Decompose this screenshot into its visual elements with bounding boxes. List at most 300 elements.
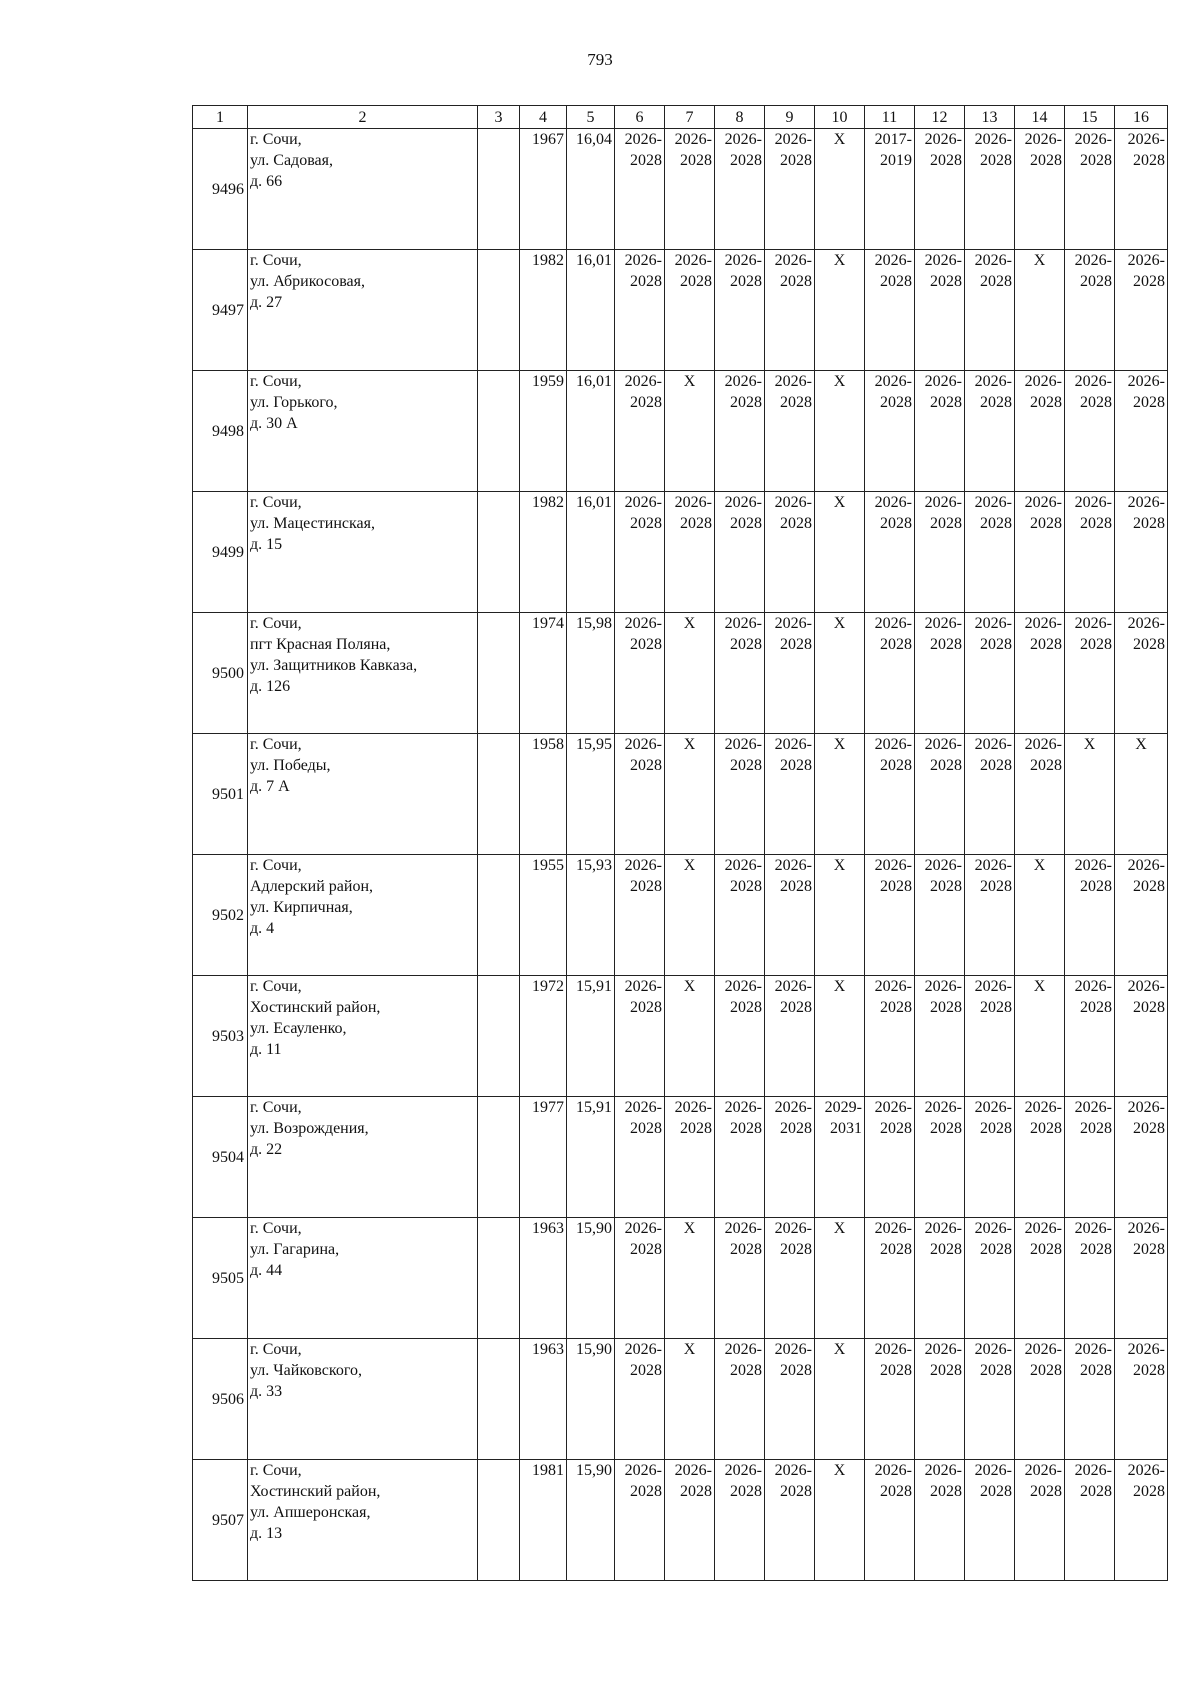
period-start: 2026- [1024, 494, 1062, 511]
period-start: 2026- [1024, 1341, 1062, 1358]
column-3-cell [478, 129, 520, 250]
value-cell: 15,95 [567, 734, 615, 855]
period-cell-col-16 [1115, 371, 1168, 492]
column-3-cell [478, 1097, 520, 1218]
table-row [193, 976, 1168, 1097]
period-start: 2026- [1024, 373, 1062, 390]
period-end: 2028 [1080, 394, 1112, 411]
period-start: 2026- [724, 494, 762, 511]
period-cell-col-7 [665, 613, 715, 734]
value-cell: 16,01 [567, 371, 615, 492]
period-start: 2026- [974, 736, 1012, 753]
period-start: 2026- [1024, 131, 1062, 148]
table-row [193, 1339, 1168, 1460]
period-cell-col-11 [865, 492, 915, 613]
period-cell-col-9 [765, 250, 815, 371]
period-cell-col-6 [615, 855, 665, 976]
period-start: 2026- [1074, 857, 1112, 874]
value-cell: 15,90 [567, 1218, 615, 1339]
value-cell: 15,90 [567, 1339, 615, 1460]
period-cell-col-8 [715, 734, 765, 855]
period-cell-col-16 [1115, 250, 1168, 371]
period-start: 2026- [624, 131, 662, 148]
period-cell-col-12 [915, 250, 965, 371]
period-start: 2026- [924, 1220, 962, 1237]
period-cell-col-15 [1065, 371, 1115, 492]
period-end: 2028 [630, 515, 662, 532]
period-cell-col-10 [815, 976, 865, 1097]
column-3-cell [478, 492, 520, 613]
address-line: д. 27 [250, 294, 283, 311]
x-mark: X [683, 978, 696, 995]
period-end: 2028 [730, 636, 762, 653]
period-start: 2026- [724, 736, 762, 753]
period-cell-col-9 [765, 976, 815, 1097]
period-start: 2026- [1127, 252, 1165, 269]
period-end: 2028 [730, 1241, 762, 1258]
period-start: 2026- [874, 252, 912, 269]
year-cell: 1959 [520, 371, 567, 492]
period-cell-col-12 [915, 1097, 965, 1218]
period-cell-col-16 [1115, 1339, 1168, 1460]
period-cell-col-8 [715, 855, 765, 976]
period-end: 2028 [880, 515, 912, 532]
period-start: 2026- [874, 1099, 912, 1116]
period-start: 2026- [974, 131, 1012, 148]
row-number: 9498 [193, 371, 248, 492]
year-cell: 1981 [520, 1460, 567, 1581]
column-3-cell [478, 250, 520, 371]
address-line: д. 13 [250, 1525, 283, 1542]
x-mark: X [833, 373, 846, 390]
address-cell [248, 613, 478, 734]
period-cell-col-15 [1065, 613, 1115, 734]
period-end: 2028 [1133, 636, 1165, 653]
period-end: 2028 [1133, 878, 1165, 895]
period-end: 2028 [630, 394, 662, 411]
period-cell-col-16 [1115, 129, 1168, 250]
period-start: 2026- [624, 1220, 662, 1237]
address-line: ул. Горького, [250, 394, 338, 411]
address-line: д. 11 [250, 1041, 282, 1058]
period-end: 2028 [930, 515, 962, 532]
period-end: 2028 [780, 394, 812, 411]
period-cell-col-9 [765, 613, 815, 734]
period-end: 2028 [1080, 515, 1112, 532]
x-mark: X [1033, 857, 1046, 874]
period-start: 2026- [974, 1099, 1012, 1116]
period-end: 2028 [1030, 394, 1062, 411]
period-cell-col-8 [715, 129, 765, 250]
period-end: 2028 [980, 999, 1012, 1016]
page-number: 793 [587, 50, 613, 69]
period-start: 2026- [624, 615, 662, 632]
column-header-15: 15 [1065, 106, 1115, 129]
period-end: 2028 [1030, 1120, 1062, 1137]
x-mark: X [683, 615, 696, 632]
column-header-6: 6 [615, 106, 665, 129]
period-start: 2026- [774, 373, 812, 390]
column-header-13: 13 [965, 106, 1015, 129]
period-start: 2026- [1074, 131, 1112, 148]
column-3-cell [478, 371, 520, 492]
x-mark: X [833, 1462, 846, 1479]
period-start: 2026- [724, 131, 762, 148]
period-start: 2029- [824, 1099, 862, 1116]
x-mark: X [683, 1341, 696, 1358]
period-end: 2028 [980, 394, 1012, 411]
column-header-4: 4 [520, 106, 567, 129]
address-line: г. Сочи, [250, 615, 302, 632]
period-start: 2026- [1074, 252, 1112, 269]
period-cell-col-14 [1015, 1097, 1065, 1218]
x-mark: X [683, 373, 696, 390]
year-cell: 1972 [520, 976, 567, 1097]
period-end: 2028 [1133, 999, 1165, 1016]
period-start: 2026- [1127, 494, 1165, 511]
period-end: 2028 [1080, 999, 1112, 1016]
period-start: 2026- [624, 252, 662, 269]
column-header-5: 5 [567, 106, 615, 129]
period-start: 2026- [1074, 494, 1112, 511]
period-cell-col-7 [665, 250, 715, 371]
period-cell-col-9 [765, 855, 815, 976]
period-cell-col-13 [965, 1339, 1015, 1460]
period-cell-col-9 [765, 1339, 815, 1460]
period-start: 2026- [974, 857, 1012, 874]
period-end: 2028 [680, 515, 712, 532]
address-line: г. Сочи, [250, 1341, 302, 1358]
period-end: 2028 [780, 878, 812, 895]
period-end: 2028 [730, 394, 762, 411]
period-start: 2026- [924, 373, 962, 390]
address-line: г. Сочи, [250, 373, 302, 390]
period-end: 2028 [680, 273, 712, 290]
column-header-1: 1 [193, 106, 248, 129]
value-cell: 15,91 [567, 1097, 615, 1218]
period-start: 2026- [724, 373, 762, 390]
period-cell-col-14 [1015, 492, 1065, 613]
period-cell-col-11 [865, 250, 915, 371]
address-line: д. 15 [250, 536, 283, 553]
period-start: 2026- [974, 373, 1012, 390]
address-cell [248, 1339, 478, 1460]
table-row [193, 1097, 1168, 1218]
period-start: 2026- [974, 494, 1012, 511]
address-line: ул. Возрождения, [250, 1120, 369, 1137]
table-row [193, 371, 1168, 492]
period-start: 2026- [874, 615, 912, 632]
period-cell-col-6 [615, 250, 665, 371]
period-end: 2028 [730, 152, 762, 169]
period-start: 2026- [974, 1462, 1012, 1479]
value-cell: 15,90 [567, 1460, 615, 1581]
year-cell: 1958 [520, 734, 567, 855]
period-cell-col-9 [765, 492, 815, 613]
address-line: ул. Садовая, [250, 152, 333, 169]
x-mark: X [833, 494, 846, 511]
period-start: 2026- [674, 252, 712, 269]
row-number: 9506 [193, 1339, 248, 1460]
period-end: 2028 [730, 1362, 762, 1379]
address-line: д. 66 [250, 173, 283, 190]
period-start: 2026- [724, 252, 762, 269]
table-row [193, 129, 1168, 250]
period-cell-col-10 [815, 371, 865, 492]
period-cell-col-7 [665, 129, 715, 250]
period-start: 2026- [1127, 857, 1165, 874]
period-cell-col-15 [1065, 250, 1115, 371]
value-cell: 15,98 [567, 613, 615, 734]
period-start: 2026- [1127, 978, 1165, 995]
period-cell-col-6 [615, 976, 665, 1097]
period-end: 2028 [780, 1241, 812, 1258]
period-cell-col-6 [615, 1097, 665, 1218]
period-cell-col-16 [1115, 734, 1168, 855]
period-cell-col-13 [965, 1218, 1015, 1339]
period-cell-col-15 [1065, 1339, 1115, 1460]
period-cell-col-11 [865, 1339, 915, 1460]
period-end: 2028 [980, 1483, 1012, 1500]
address-line: г. Сочи, [250, 1462, 302, 1479]
address-cell [248, 1097, 478, 1218]
period-cell-col-8 [715, 976, 765, 1097]
period-cell-col-14 [1015, 1460, 1065, 1581]
x-mark: X [833, 978, 846, 995]
period-start: 2026- [774, 736, 812, 753]
period-cell-col-6 [615, 129, 665, 250]
period-cell-col-6 [615, 492, 665, 613]
period-end: 2028 [630, 1483, 662, 1500]
period-start: 2026- [1074, 978, 1112, 995]
period-cell-col-16 [1115, 1460, 1168, 1581]
period-cell-col-13 [965, 613, 1015, 734]
period-start: 2026- [974, 978, 1012, 995]
row-number: 9507 [193, 1460, 248, 1581]
period-cell-col-13 [965, 855, 1015, 976]
period-start: 2026- [1024, 615, 1062, 632]
year-cell: 1967 [520, 129, 567, 250]
address-cell [248, 371, 478, 492]
period-end: 2028 [730, 1483, 762, 1500]
period-start: 2026- [924, 1341, 962, 1358]
period-cell-col-14 [1015, 613, 1065, 734]
period-end: 2028 [730, 273, 762, 290]
x-mark: X [833, 1220, 846, 1237]
period-start: 2026- [774, 494, 812, 511]
period-end: 2019 [880, 152, 912, 169]
table-row [193, 613, 1168, 734]
period-end: 2028 [1133, 394, 1165, 411]
period-end: 2028 [880, 273, 912, 290]
period-start: 2026- [1127, 1099, 1165, 1116]
period-start: 2026- [774, 1341, 812, 1358]
period-end: 2028 [1080, 636, 1112, 653]
period-end: 2028 [880, 1120, 912, 1137]
period-start: 2026- [924, 494, 962, 511]
period-start: 2026- [624, 978, 662, 995]
period-end: 2028 [880, 878, 912, 895]
table-row [193, 250, 1168, 371]
period-start: 2026- [724, 1099, 762, 1116]
x-mark: X [1033, 978, 1046, 995]
period-cell-col-8 [715, 613, 765, 734]
address-line: пгт Красная Поляна, [250, 636, 391, 653]
x-mark: X [683, 1220, 696, 1237]
period-cell-col-12 [915, 129, 965, 250]
period-cell-col-12 [915, 492, 965, 613]
table-row [193, 734, 1168, 855]
period-cell-col-12 [915, 976, 965, 1097]
period-start: 2026- [774, 1099, 812, 1116]
table-body [193, 129, 1168, 1581]
period-start: 2026- [1127, 1462, 1165, 1479]
address-cell [248, 1460, 478, 1581]
period-start: 2026- [924, 857, 962, 874]
period-end: 2028 [780, 757, 812, 774]
period-cell-col-13 [965, 1097, 1015, 1218]
period-start: 2026- [924, 252, 962, 269]
table-row [193, 1218, 1168, 1339]
x-mark: X [833, 1341, 846, 1358]
period-start: 2026- [874, 1220, 912, 1237]
period-start: 2026- [1074, 1341, 1112, 1358]
period-start: 2026- [724, 857, 762, 874]
x-mark: X [833, 252, 846, 269]
period-start: 2026- [674, 1099, 712, 1116]
period-end: 2028 [1030, 515, 1062, 532]
period-cell-col-16 [1115, 1097, 1168, 1218]
period-end: 2028 [630, 1120, 662, 1137]
period-end: 2028 [880, 394, 912, 411]
period-start: 2026- [624, 857, 662, 874]
period-start: 2026- [724, 1462, 762, 1479]
period-start: 2026- [624, 1099, 662, 1116]
period-start: 2026- [774, 252, 812, 269]
address-cell [248, 129, 478, 250]
period-cell-col-13 [965, 371, 1015, 492]
period-cell-col-11 [865, 734, 915, 855]
x-mark: X [833, 857, 846, 874]
row-number: 9503 [193, 976, 248, 1097]
address-cell [248, 734, 478, 855]
period-cell-col-6 [615, 371, 665, 492]
period-cell-col-10 [815, 1339, 865, 1460]
x-mark: X [1135, 736, 1147, 753]
row-number: 9502 [193, 855, 248, 976]
table-row [193, 855, 1168, 976]
address-cell [248, 492, 478, 613]
period-end: 2028 [1080, 1241, 1112, 1258]
period-end: 2028 [780, 1362, 812, 1379]
period-start: 2026- [674, 1462, 712, 1479]
value-cell: 16,01 [567, 250, 615, 371]
address-line: Хостинский район, [250, 999, 381, 1016]
period-cell-col-12 [915, 734, 965, 855]
period-cell-col-15 [1065, 1460, 1115, 1581]
period-end: 2028 [930, 1120, 962, 1137]
period-start: 2026- [1024, 1099, 1062, 1116]
period-end: 2028 [1133, 273, 1165, 290]
period-cell-col-11 [865, 1218, 915, 1339]
period-cell-col-14 [1015, 855, 1065, 976]
period-start: 2026- [1127, 131, 1165, 148]
table-row [193, 492, 1168, 613]
period-end: 2028 [980, 1120, 1012, 1137]
period-cell-col-13 [965, 250, 1015, 371]
period-end: 2028 [980, 1362, 1012, 1379]
period-cell-col-10 [815, 855, 865, 976]
period-start: 2026- [1127, 1341, 1165, 1358]
period-end: 2028 [1080, 878, 1112, 895]
period-end: 2028 [730, 515, 762, 532]
column-header-3: 3 [478, 106, 520, 129]
period-end: 2028 [730, 1120, 762, 1137]
row-number: 9497 [193, 250, 248, 371]
x-mark: X [1083, 736, 1096, 753]
period-start: 2026- [1127, 373, 1165, 390]
address-cell [248, 1218, 478, 1339]
column-3-cell [478, 613, 520, 734]
period-end: 2028 [930, 757, 962, 774]
period-end: 2028 [930, 878, 962, 895]
period-cell-col-9 [765, 1218, 815, 1339]
address-line: ул. Апшеронская, [250, 1504, 371, 1521]
address-line: д. 4 [250, 920, 275, 937]
period-start: 2026- [874, 978, 912, 995]
period-start: 2026- [1074, 615, 1112, 632]
period-cell-col-10 [815, 734, 865, 855]
period-cell-col-16 [1115, 855, 1168, 976]
period-cell-col-8 [715, 1460, 765, 1581]
period-cell-col-11 [865, 1460, 915, 1581]
address-line: г. Сочи, [250, 1220, 302, 1237]
period-start: 2026- [1127, 1220, 1165, 1237]
period-cell-col-12 [915, 1339, 965, 1460]
period-cell-col-15 [1065, 855, 1115, 976]
period-cell-col-9 [765, 1097, 815, 1218]
column-3-cell [478, 855, 520, 976]
period-cell-col-9 [765, 1460, 815, 1581]
period-end: 2028 [930, 1362, 962, 1379]
period-cell-col-8 [715, 1339, 765, 1460]
period-cell-col-8 [715, 1218, 765, 1339]
column-header-11: 11 [865, 106, 915, 129]
column-header-14: 14 [1015, 106, 1065, 129]
year-cell: 1982 [520, 492, 567, 613]
period-cell-col-8 [715, 1097, 765, 1218]
x-mark: X [833, 131, 846, 148]
period-end: 2028 [980, 152, 1012, 169]
period-start: 2026- [624, 1341, 662, 1358]
period-end: 2031 [830, 1120, 862, 1137]
x-mark: X [683, 736, 696, 753]
period-cell-col-7 [665, 855, 715, 976]
period-start: 2026- [624, 494, 662, 511]
period-start: 2026- [774, 978, 812, 995]
period-cell-col-13 [965, 734, 1015, 855]
period-cell-col-13 [965, 1460, 1015, 1581]
column-3-cell [478, 1460, 520, 1581]
period-end: 2028 [1030, 636, 1062, 653]
period-cell-col-11 [865, 613, 915, 734]
period-cell-col-10 [815, 1460, 865, 1581]
period-start: 2026- [974, 252, 1012, 269]
x-mark: X [1033, 252, 1046, 269]
period-start: 2026- [1074, 1220, 1112, 1237]
period-cell-col-10 [815, 129, 865, 250]
column-header-16: 16 [1115, 106, 1168, 129]
